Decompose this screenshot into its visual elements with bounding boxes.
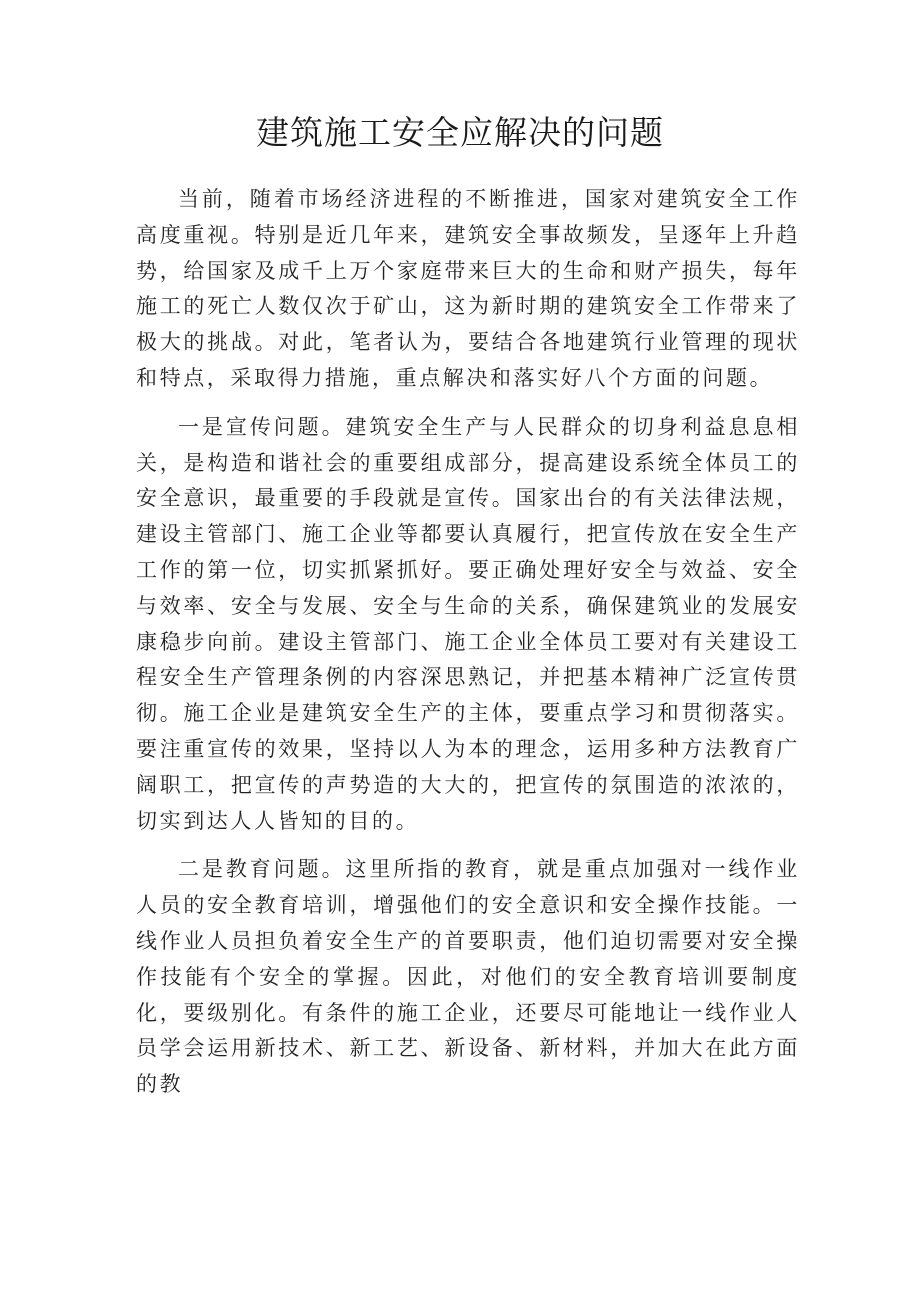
paragraph-education: 二是教育问题。这里所指的教育，就是重点加强对一线作业人员的安全教育培训，增强他们的安全意识和安全操作技能。一线作业人员担负着安全生产的首要职责，他们迫切需要对安全操作技能有个安全的掌握。因此，对他们的安全教育培训要制度化，要级别化。有条件的施工企业，还要尽可能地让一线作业人员学会运用新技术、新工艺、新设备、新材料，并加大在此方面的教 (136, 857, 800, 1097)
paragraph-intro: 当前，随着市场经济进程的不断推进，国家对建筑安全工作高度重视。特别是近几年来，建筑安全事故频发，呈逐年上升趋势，给国家及成千上万个家庭带来巨大的生命和财产损失，每年施工的死亡人数仅次于矿山，这为新时期的建筑安全工作带来了极大的挑战。对此，笔者认为，要结合各地建筑行业管理的现状和特点，采取得力措施，重点解决和落实好八个方面的问题。 (136, 187, 800, 390)
document-body (136, 182, 800, 1116)
paragraph-publicity: 一是宣传问题。建筑安全生产与人民群众的切身利益息息相关，是构造和谐社会的重要组成部分，提高建设系统全体员工的安全意识，最重要的手段就是宣传。国家出台的有关法律法规，建设主管部门、施工企业等都要认真履行，把宣传放在安全生产工作的第一位，切实抓紧抓好。要正确处理好安全与效益、安全与效率、安全与发展、安全与生命的关系，确保建筑业的发展安康稳步向前。建设主管部门、施工企业全体员工要对有关建设工程安全生产管理条例的内容深思熟记，并把基本精神广泛宣传贯彻。施工企业是建筑安全生产的主体，要重点学习和贯彻落实。要注重宣传的效果，坚持以人为本的理念，运用多种方法教育广阔职工，把宣传的声势造的大大的，把宣传的氛围造的浓浓的，切实到达人人皆知的目的。 (136, 414, 800, 833)
document-title: 建筑施工安全应解决的问题 (256, 113, 664, 152)
